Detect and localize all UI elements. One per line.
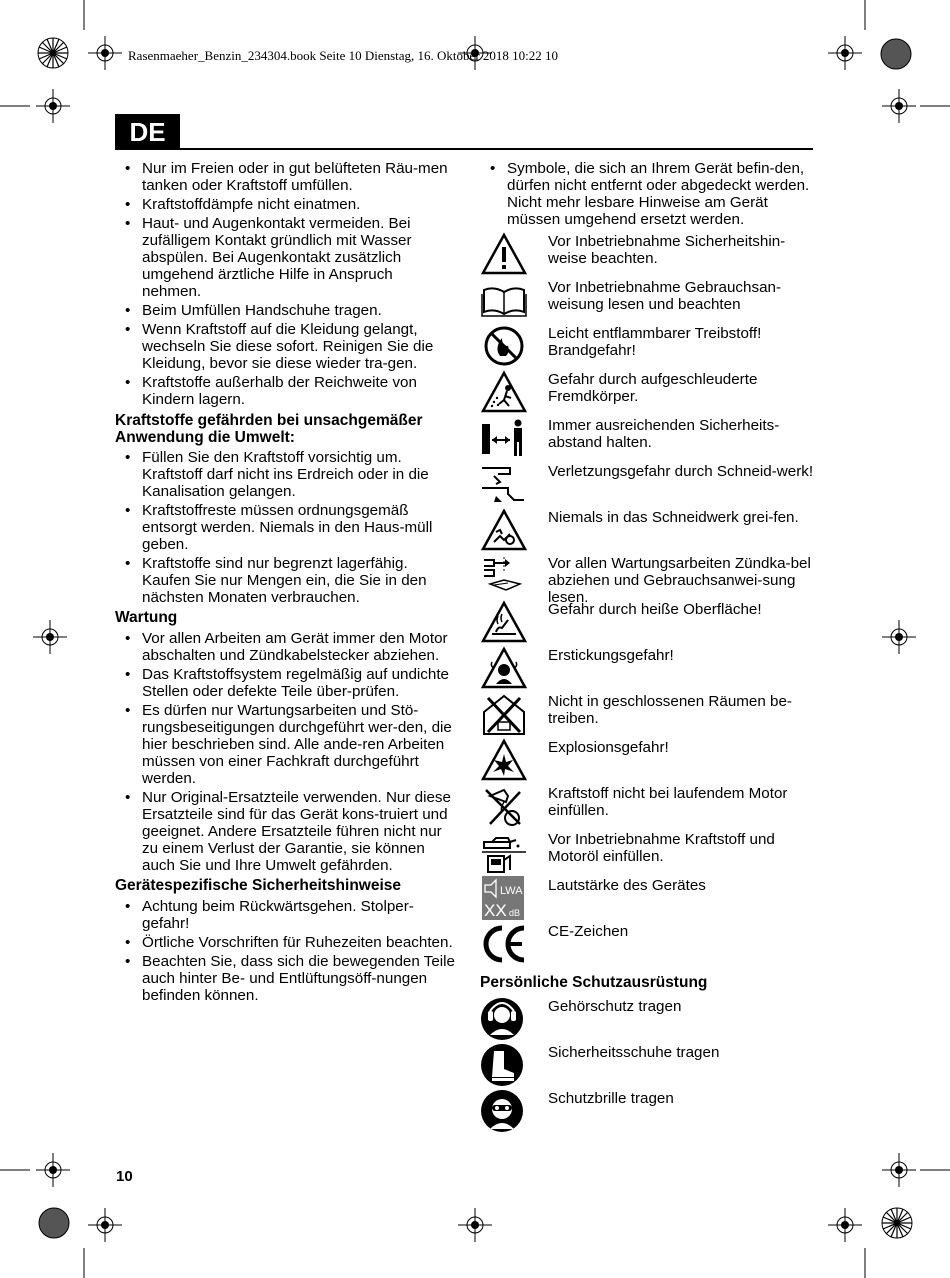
symbol-text: Explosionsgefahr! xyxy=(548,739,669,756)
sound-lwa-label: LWA xyxy=(500,885,523,897)
no-fire-icon xyxy=(480,324,528,368)
symbol-row xyxy=(480,600,817,646)
symbol-row xyxy=(480,324,817,370)
sound-xx-label: XX xyxy=(484,901,507,920)
list-item: • Das Kraftstoffsystem regelmäßig auf undichte Stellen oder defekte Teile über-prüfen. xyxy=(115,666,455,700)
heading-ppe: Persönliche Schutzausrüstung xyxy=(480,974,708,991)
symbol-text: Leicht entflammbarer Treibstoff! Brandgefahr! xyxy=(548,325,762,359)
crosshair-mark xyxy=(828,36,862,70)
crosshair-mark xyxy=(882,89,916,123)
symbol-text: Immer ausreichenden Sicherheits-abstand halten. xyxy=(548,417,780,451)
symbol-row xyxy=(480,646,817,692)
ear-protection-icon xyxy=(480,997,528,1041)
print-slug: Rasenmaeher_Benzin_234304.book Seite 10 Dienstag, 16. Oktober 2018 10:22 10 xyxy=(128,48,559,63)
ppe-text: Sicherheitsschuhe tragen xyxy=(548,1044,720,1061)
symbol-text: Verletzungsgefahr durch Schneid-werk! xyxy=(548,463,814,480)
symbol-text: Lautstärke des Gerätes xyxy=(548,877,706,894)
maintenance-bullet-list xyxy=(115,630,455,874)
heading-device-safety: Gerätespezifische Sicherheitshinweise xyxy=(115,877,402,894)
list-item: • Vor allen Arbeiten am Gerät immer den Motor abschalten und Zündkabelstecker abziehen. xyxy=(115,630,455,664)
gray-dot-mark xyxy=(38,1207,70,1239)
fuel-oil-icon xyxy=(480,830,528,874)
symbol-text: Vor allen Wartungsarbeiten Zündka-bel abziehen und Gebrauchsanwei-sung lesen. xyxy=(548,555,811,606)
list-item: • Beim Umfüllen Handschuhe tragen. xyxy=(115,302,455,319)
list-item: • Örtliche Vorschriften für Ruhezeiten beachten. xyxy=(115,934,455,951)
flying-debris-icon xyxy=(480,370,528,414)
symbol-text: Vor Inbetriebnahme Kraftstoff und Motoröl einfüllen. xyxy=(548,831,775,865)
environment-bullet-list xyxy=(115,449,455,606)
list-item: • Kraftstoffdämpfe nicht einatmen. xyxy=(115,196,455,213)
ppe-text: Gehörschutz tragen xyxy=(548,998,682,1015)
list-item: • Achtung beim Rückwärtsgehen. Stolper-gefahr! xyxy=(115,898,455,932)
right-column xyxy=(480,160,817,1135)
symbol-row xyxy=(480,462,817,508)
symbol-row xyxy=(480,508,817,554)
symbol-text: Vor Inbetriebnahme Sicherheitshin-weise beachten. xyxy=(548,233,786,267)
ce-mark-icon xyxy=(480,922,528,966)
hot-surface-icon xyxy=(480,600,528,644)
starburst-mark-bottom-right xyxy=(880,1206,914,1240)
language-tag: DE xyxy=(115,114,180,150)
page-number: 10 xyxy=(116,1168,133,1185)
safety-goggles-icon xyxy=(480,1089,528,1133)
list-item: • Beachten Sie, dass sich die bewegenden Teile auch hinter Be- und Entlüftungsöff-nungen befinden können. xyxy=(115,953,455,1004)
suffocation-icon xyxy=(480,646,528,690)
symbol-row xyxy=(480,278,817,324)
symbol-row xyxy=(480,922,817,968)
ppe-row xyxy=(480,997,817,1043)
safety-shoes-icon xyxy=(480,1043,528,1087)
heading-environment: Kraftstoffe gefährden bei unsachgemäßer Anwendung die Umwelt: xyxy=(115,412,423,446)
crosshair-mark xyxy=(88,36,122,70)
crosshair-mark xyxy=(882,620,916,654)
crosshair-mark xyxy=(458,1208,492,1242)
crosshair-mark xyxy=(88,1208,122,1242)
symbol-text: Niemals in das Schneidwerk grei-fen. xyxy=(548,509,799,526)
starburst-mark-top-left xyxy=(36,36,70,70)
symbols-bullet-list xyxy=(480,160,817,228)
no-indoor-operation-icon xyxy=(480,692,528,736)
symbol-row xyxy=(480,416,817,462)
symbol-text: Gefahr durch aufgeschleuderte Fremdkörper. xyxy=(548,371,758,405)
ppe-list xyxy=(480,997,817,1135)
symbol-row xyxy=(480,830,817,876)
explosion-icon xyxy=(480,738,528,782)
list-item: • Kraftstoffe sind nur begrenzt lagerfähig. Kaufen Sie nur Mengen ein, die Sie in den nächsten Monaten verbrauchen. xyxy=(115,555,455,606)
list-item: • Nur Original-Ersatzteile verwenden. Nur diese Ersatzteile sind für das Gerät kons-truiert und geeignet. Andere Ersatzteile führen nicht nur zu einem Verlust der Garantie, sie können auch Sie und Ihre Umwelt gefährden. xyxy=(115,789,455,874)
list-item: • Kraftstoffe außerhalb der Reichweite von Kindern lagern. xyxy=(115,374,455,408)
symbol-row xyxy=(480,232,817,278)
no-refuel-running-icon xyxy=(480,784,528,828)
symbol-text: Erstickungsgefahr! xyxy=(548,647,674,664)
symbol-row xyxy=(480,738,817,784)
list-item: • Haut- und Augenkontakt vermeiden. Bei zufälligem Kontakt gründlich mit Wasser abspülen. Bei Augenkontakt zusätzlich umgehend ärztliche Hilfe in Anspruch nehmen. xyxy=(115,215,455,300)
sound-db-label: dB xyxy=(509,908,521,918)
symbol-text: Vor Inbetriebnahme Gebrauchsan-weisung lesen und beachten xyxy=(548,279,782,313)
list-item: • Kraftstoffreste müssen ordnungsgemäß entsorgt werden. Niemals in den Haus-müll geben. xyxy=(115,502,455,553)
crosshair-mark xyxy=(33,620,67,654)
symbol-text: Kraftstoff nicht bei laufendem Motor einfüllen. xyxy=(548,785,788,819)
symbol-list xyxy=(480,232,817,968)
fuel-bullet-list xyxy=(115,160,455,408)
list-item: • Symbole, die sich an Ihrem Gerät befin-den, dürfen nicht entfernt oder abgedeckt werden. Nicht mehr lesbare Hinweise am Gerät müssen umgehend ersetzt werden. xyxy=(480,160,817,228)
sound-level-icon xyxy=(480,876,528,920)
ppe-row xyxy=(480,1043,817,1089)
warning-triangle-icon xyxy=(480,232,528,276)
symbol-row xyxy=(480,784,817,830)
crosshair-mark xyxy=(828,1208,862,1242)
gray-dot-mark xyxy=(880,38,912,70)
symbol-row xyxy=(480,554,817,606)
symbol-text: Nicht in geschlossenen Räumen be-treiben. xyxy=(548,693,792,727)
safety-distance-icon xyxy=(480,416,528,460)
list-item: • Nur im Freien oder in gut belüfteten Räu-men tanken oder Kraftstoff umfüllen. xyxy=(115,160,455,194)
symbol-text: CE-Zeichen xyxy=(548,923,629,940)
symbol-row xyxy=(480,692,817,738)
blade-hazard-icon xyxy=(480,462,528,506)
crosshair-mark xyxy=(36,1153,70,1187)
list-item: • Wenn Kraftstoff auf die Kleidung gelangt, wechseln Sie diese sofort. Reinigen Sie die Kleidung, bevor sie diese wieder tra-gen. xyxy=(115,321,455,372)
symbol-row xyxy=(480,876,817,922)
ppe-text: Schutzbrille tragen xyxy=(548,1090,674,1107)
list-item: • Es dürfen nur Wartungsarbeiten und Stö-rungsbeseitigungen durchgeführt wer-den, die hier beschrieben sind. Alle ande-ren Arbeiten müssen von einer Fachkraft durchgeführt werden. xyxy=(115,702,455,787)
ppe-row xyxy=(480,1089,817,1135)
symbol-text: Gefahr durch heiße Oberfläche! xyxy=(548,601,762,618)
header-rule xyxy=(180,148,813,150)
hand-blade-icon xyxy=(480,508,528,552)
device-bullet-list xyxy=(115,898,455,1004)
left-column xyxy=(115,160,455,1006)
spark-plug-maintenance-icon xyxy=(480,554,528,598)
list-item: • Füllen Sie den Kraftstoff vorsichtig um. Kraftstoff darf nicht ins Erdreich oder in die Kanalisation gelangen. xyxy=(115,449,455,500)
symbol-row xyxy=(480,370,817,416)
heading-maintenance: Wartung xyxy=(115,609,178,626)
manual-book-icon xyxy=(480,278,528,322)
crosshair-mark xyxy=(882,1153,916,1187)
crosshair-mark xyxy=(36,89,70,123)
